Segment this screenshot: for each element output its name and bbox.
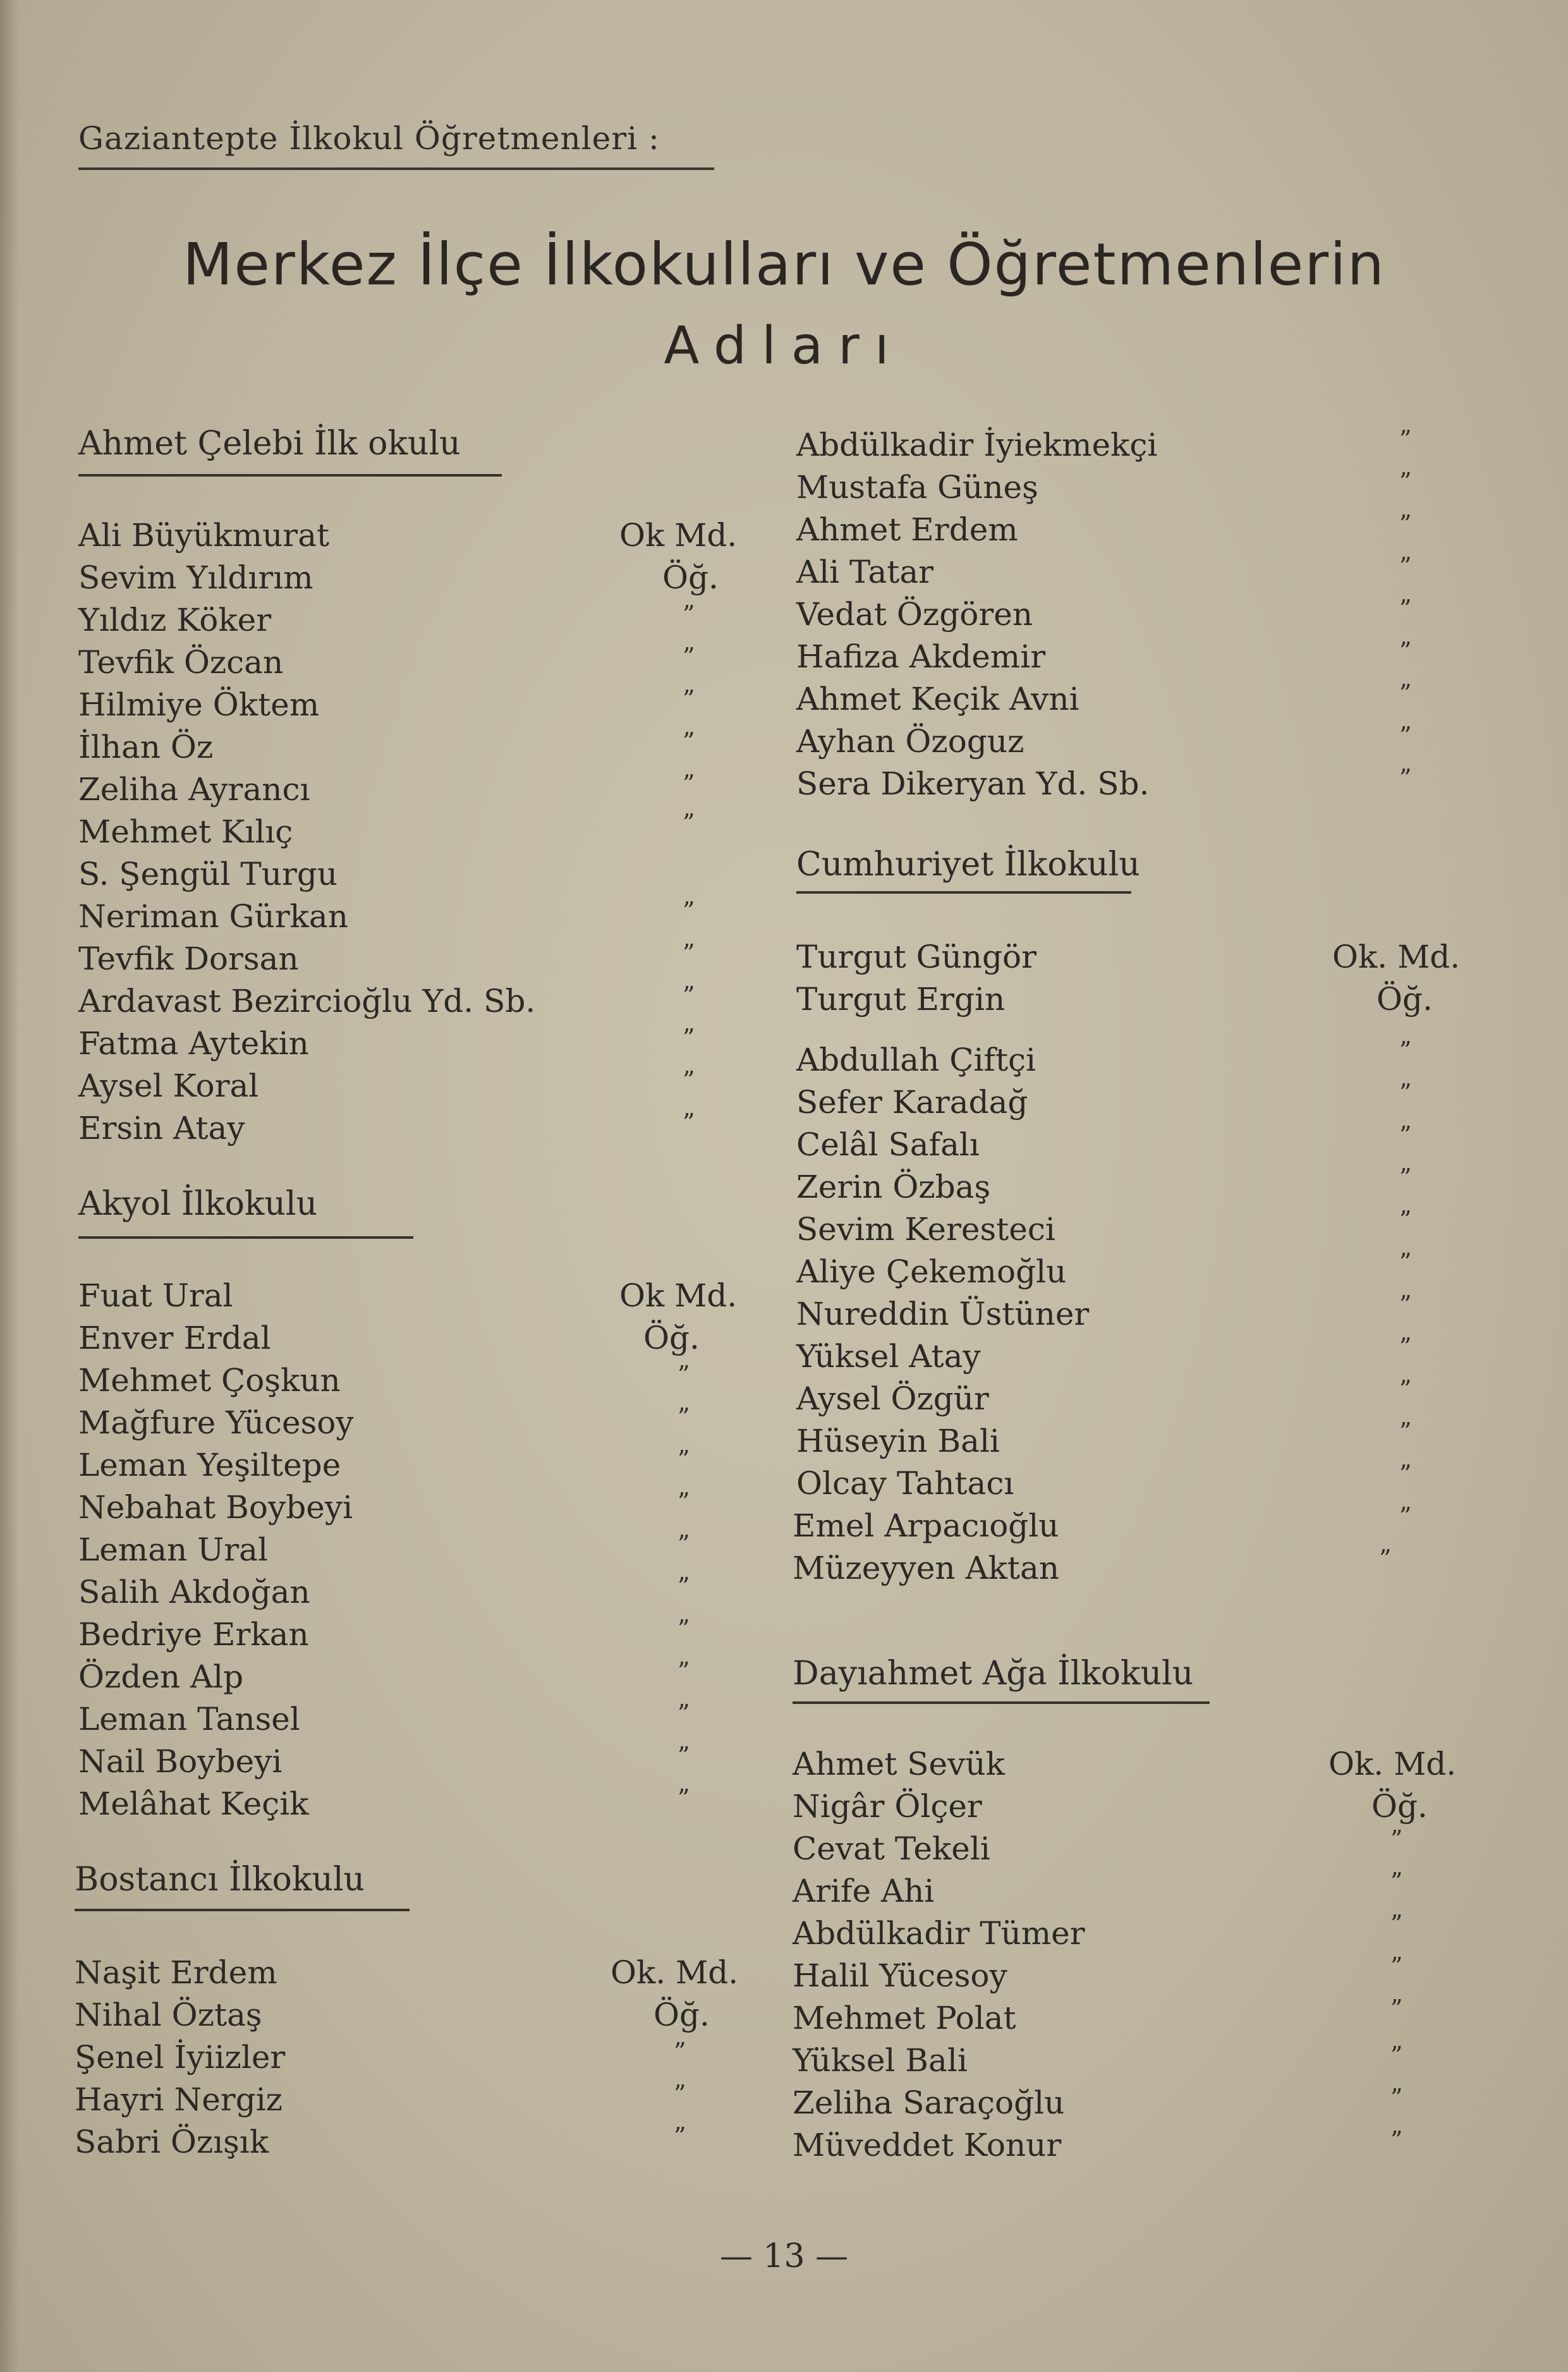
teacher-name: Emel Arpacıoğlu xyxy=(793,1507,1059,1544)
teacher-role: Ok. Md. xyxy=(611,1954,739,1991)
ditto-mark: ” xyxy=(674,2038,686,2065)
teacher-role: Öğ. xyxy=(643,1320,700,1356)
teacher-name: İlhan Öz xyxy=(78,729,214,765)
ditto-mark: ” xyxy=(678,1445,690,1473)
ditto-mark: ” xyxy=(1390,1952,1403,1980)
teacher-name: Sera Dikeryan Yd. Sb. xyxy=(796,765,1150,802)
teacher-name: Melâhat Keçik xyxy=(78,1785,309,1822)
ditto-mark: ” xyxy=(1399,722,1412,750)
teacher-name: Cevat Tekeli xyxy=(793,1830,990,1867)
teacher-name: Hafiza Akdemir xyxy=(796,638,1046,675)
ditto-mark: ” xyxy=(1399,1206,1412,1234)
ditto-mark: ” xyxy=(1399,679,1412,707)
ditto-mark: ” xyxy=(678,1530,690,1558)
teacher-name: Sevim Keresteci xyxy=(796,1211,1055,1248)
ditto-mark: ” xyxy=(1399,510,1412,538)
ditto-mark: ” xyxy=(1399,1121,1412,1149)
teacher-name: Mehmet Çoşkun xyxy=(78,1362,341,1399)
ditto-mark: ” xyxy=(678,1657,690,1685)
ditto-mark: ” xyxy=(683,643,695,671)
teacher-name: Müveddet Konur xyxy=(793,2127,1062,2163)
teacher-name: Aliye Çekemoğlu xyxy=(796,1253,1067,1290)
ditto-mark: ” xyxy=(674,2080,686,2108)
header-title: Gaziantepte İlkokul Öğretmenleri : xyxy=(78,120,660,157)
teacher-name: Müzeyyen Aktan xyxy=(793,1550,1060,1586)
teacher-name: Mehmet Polat xyxy=(793,2000,1016,2036)
ditto-mark: ” xyxy=(1390,1995,1403,2022)
teacher-name: Bedriye Erkan xyxy=(78,1616,309,1653)
teacher-name: Hilmiye Öktem xyxy=(78,686,320,723)
ditto-mark: ” xyxy=(1399,1037,1412,1064)
ditto-mark: ” xyxy=(683,770,695,798)
ditto-mark: ” xyxy=(1399,1502,1412,1530)
teacher-role: Ok. Md. xyxy=(1328,1746,1457,1782)
teacher-name: Abdülkadir İyiekmekçi xyxy=(796,427,1158,463)
teacher-role: Öğ. xyxy=(653,1997,710,2033)
teacher-name: Neriman Gürkan xyxy=(78,898,348,935)
ditto-mark: ” xyxy=(683,685,695,713)
school-heading-ahmet-celebi: Ahmet Çelebi İlk okulu xyxy=(78,425,461,463)
teacher-role: Öğ. xyxy=(1377,981,1433,1018)
teacher-name: Mehmet Kılıç xyxy=(78,813,293,850)
ditto-mark: ” xyxy=(1399,764,1412,792)
teacher-role: Öğ. xyxy=(1371,1788,1428,1825)
school-heading-rule xyxy=(796,891,1131,894)
teacher-name: Ahmet Erdem xyxy=(796,511,1018,548)
teacher-name: S. Şengül Turgu xyxy=(78,856,338,892)
teacher-name: Leman Ural xyxy=(78,1531,268,1568)
ditto-mark: ” xyxy=(678,1742,690,1770)
ditto-mark: ” xyxy=(1399,552,1412,580)
ditto-mark: ” xyxy=(1399,1291,1412,1318)
school-heading-rule xyxy=(793,1701,1210,1704)
teacher-name: Ahmet Keçik Avni xyxy=(796,681,1079,717)
teacher-name: Abdülkadir Tümer xyxy=(793,1915,1085,1952)
ditto-mark: ” xyxy=(678,1361,690,1389)
ditto-mark: ” xyxy=(678,1700,690,1727)
header-rule xyxy=(78,167,714,170)
teacher-role: Ok Md. xyxy=(619,1277,738,1314)
teacher-name: Abdullah Çiftçi xyxy=(796,1042,1036,1078)
teacher-name: Enver Erdal xyxy=(78,1320,271,1356)
teacher-name: Tevfik Dorsan xyxy=(78,940,299,977)
ditto-mark: ” xyxy=(1399,1333,1412,1361)
ditto-mark: ” xyxy=(1379,1545,1392,1572)
teacher-name: Aysel Özgür xyxy=(796,1380,989,1417)
teacher-name: Mağfure Yücesoy xyxy=(78,1404,354,1441)
teacher-name: Ali Büyükmurat xyxy=(78,517,330,554)
ditto-mark: ” xyxy=(1399,1460,1412,1488)
teacher-role: Ok Md. xyxy=(619,517,738,554)
teacher-name: Turgut Güngör xyxy=(796,939,1037,975)
ditto-mark: ” xyxy=(1390,2084,1403,2112)
ditto-mark: ” xyxy=(678,1488,690,1516)
ditto-mark: ” xyxy=(683,809,695,837)
ditto-mark: ” xyxy=(1399,1164,1412,1191)
ditto-mark: ” xyxy=(1390,1868,1403,1895)
teacher-name: Leman Yeşiltepe xyxy=(78,1447,341,1483)
ditto-mark: ” xyxy=(683,727,695,755)
teacher-name: Nigâr Ölçer xyxy=(793,1788,982,1825)
teacher-name: Olcay Tahtacı xyxy=(796,1465,1014,1502)
ditto-mark: ” xyxy=(674,2122,686,2150)
school-heading-dayiahmet-aga: Dayıahmet Ağa İlkokulu xyxy=(793,1655,1194,1693)
teacher-name: Celâl Safalı xyxy=(796,1126,980,1163)
teacher-name: Yüksel Atay xyxy=(796,1338,981,1375)
teacher-name: Sefer Karadağ xyxy=(796,1084,1028,1121)
teacher-name: Şenel İyiizler xyxy=(75,2039,286,2076)
ditto-mark: ” xyxy=(1399,1375,1412,1403)
teacher-name: Ersin Atay xyxy=(78,1110,245,1146)
teacher-role: Ok. Md. xyxy=(1332,939,1461,975)
teacher-name: Nail Boybeyi xyxy=(78,1743,283,1780)
school-heading-rule xyxy=(75,1909,410,1911)
teacher-name: Ardavast Bezircioğlu Yd. Sb. xyxy=(78,983,536,1019)
school-heading-cumhuriyet: Cumhuriyet İlkokulu xyxy=(796,846,1140,884)
teacher-name: Leman Tansel xyxy=(78,1701,300,1737)
teacher-name: Yıldız Köker xyxy=(78,602,272,638)
teacher-name: Ayhan Özoguz xyxy=(796,723,1024,760)
teacher-name: Ali Tatar xyxy=(796,554,934,590)
teacher-name: Özden Alp xyxy=(78,1658,244,1695)
ditto-mark: ” xyxy=(1390,2041,1403,2069)
ditto-mark: ” xyxy=(1399,1248,1412,1276)
teacher-role: Öğ. xyxy=(662,559,719,596)
teacher-name: Fatma Aytekin xyxy=(78,1025,309,1062)
teacher-name: Vedat Özgören xyxy=(796,596,1033,633)
ditto-mark: ” xyxy=(678,1572,690,1600)
ditto-mark: ” xyxy=(678,1615,690,1643)
ditto-mark: ” xyxy=(1399,595,1412,623)
teacher-name: Ahmet Sevük xyxy=(793,1746,1005,1782)
ditto-mark: ” xyxy=(678,1784,690,1812)
page-number: — 13 — xyxy=(719,2237,849,2275)
teacher-name: Sevim Yıldırım xyxy=(78,559,313,596)
school-heading-akyol: Akyol İlkokulu xyxy=(78,1185,318,1223)
ditto-mark: ” xyxy=(1399,425,1412,453)
ditto-mark: ” xyxy=(1399,1079,1412,1107)
ditto-mark: ” xyxy=(683,600,695,628)
teacher-name: Nihal Öztaş xyxy=(75,1997,262,2033)
teacher-name: Zeliha Saraçoğlu xyxy=(793,2084,1065,2121)
teacher-name: Zeliha Ayrancı xyxy=(78,771,310,808)
teacher-name: Yüksel Bali xyxy=(793,2042,968,2079)
ditto-mark: ” xyxy=(1399,1418,1412,1445)
ditto-mark: ” xyxy=(683,939,695,967)
ditto-mark: ” xyxy=(1399,637,1412,665)
teacher-name: Fuat Ural xyxy=(78,1277,233,1314)
teacher-name: Nebahat Boybeyi xyxy=(78,1489,353,1526)
teacher-name: Turgut Ergin xyxy=(796,981,1006,1018)
ditto-mark: ” xyxy=(1390,1910,1403,1938)
ditto-mark: ” xyxy=(683,1109,695,1136)
ditto-mark: ” xyxy=(1399,468,1412,496)
teacher-name: Hüseyin Bali xyxy=(796,1423,1000,1459)
page-subtitle: Adları xyxy=(664,316,904,376)
school-heading-rule xyxy=(78,474,502,477)
teacher-name: Hayri Nergiz xyxy=(75,2081,283,2118)
ditto-mark: ” xyxy=(678,1403,690,1431)
ditto-mark: ” xyxy=(1390,1825,1403,1853)
teacher-name: Arife Ahi xyxy=(793,1873,935,1909)
page-title: Merkez İlçe İlkokulları ve Öğretmenlerin xyxy=(183,231,1385,298)
ditto-mark: ” xyxy=(683,1024,695,1052)
ditto-mark: ” xyxy=(683,1066,695,1094)
ditto-mark: ” xyxy=(1390,2126,1403,2154)
ditto-mark: ” xyxy=(683,897,695,925)
school-heading-bostanci: Bostancı İlkokulu xyxy=(75,1861,365,1899)
teacher-name: Zerin Özbaş xyxy=(796,1169,991,1205)
ditto-mark: ” xyxy=(683,982,695,1009)
teacher-name: Mustafa Güneş xyxy=(796,469,1038,506)
teacher-name: Tevfik Özcan xyxy=(78,644,284,681)
teacher-name: Sabri Özışık xyxy=(75,2124,269,2160)
teacher-name: Halil Yücesoy xyxy=(793,1957,1007,1994)
teacher-name: Salih Akdoğan xyxy=(78,1574,310,1610)
teacher-name: Nureddin Üstüner xyxy=(796,1296,1090,1332)
school-heading-rule xyxy=(78,1236,413,1239)
teacher-name: Naşit Erdem xyxy=(75,1954,277,1991)
teacher-name: Aysel Koral xyxy=(78,1067,259,1104)
